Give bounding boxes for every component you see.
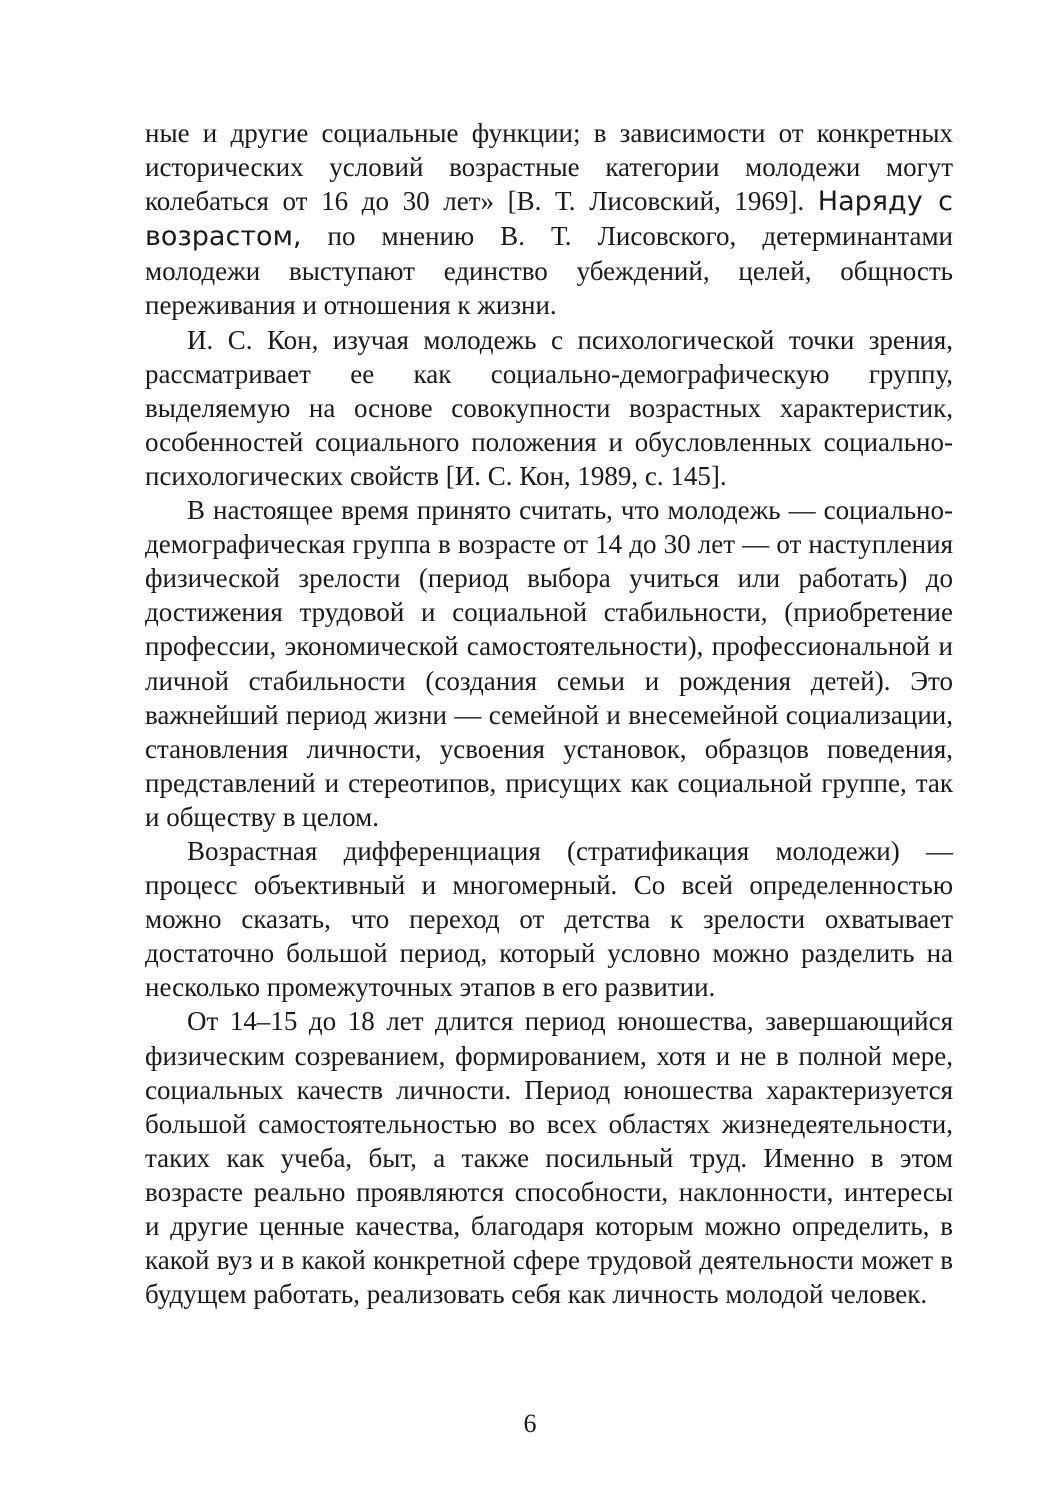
paragraph: И. С. Кон, изучая молодежь с психологической точки зрения, рассматривает ее как социально-демографическую группу, выделяемую на основе совокупности возрастных характеристик, особенностей социального положения и обусловленных социально-психологических свойств [И. С. Кон, 1989, с. 145]. [145, 324, 953, 491]
body-text [145, 116, 953, 1311]
paragraph-text-highlight: Наряду с возрастом, [145, 186, 953, 253]
paragraph: От 14–15 до 18 лет длится период юношества, завершающийся физическим созреванием, формированием, хотя и не в полной мере, социальных качеств личности. Период юношества характеризуется большой самостоятельностью во всех областях жизнедеятельности, таких как учеба, быт, а также посильный труд. Именно в этом возрасте реально проявляются способности, наклонности, интересы и другие ценные качества, благодаря которым можно определить, в какой вуз и в какой конкретной сфере трудовой деятельности может в будущем работать, реализовать себя как личность молодой человек. [145, 1006, 953, 1310]
paragraph: Возрастная дифференциация (стратификация молодежи) — процесс объективный и многомерный. Со всей определенностью можно сказать, что переход от детства к зрелости охватывает достаточно большой период, который условно можно разделить на несколько промежуточных этапов в его развитии. [145, 835, 953, 1003]
paragraph-text-part: ные и другие социальные функции; в зависимости от конкретных исторических условий возрастные категории молодежи могут колебаться от 16 до 30 лет» [В. Т. Лисовский, 1969]. [145, 118, 953, 217]
page-number: 6 [523, 1409, 537, 1438]
paragraph-text-part: по мнению В. Т. Лисовского, детерминантами молодежи выступают единство убеждений, целей, общность переживания и отношения к жизни. [145, 221, 953, 321]
paragraph-continuation [145, 116, 953, 323]
paragraph: В настоящее время принято считать, что молодежь — социально-демографическая группа в возрасте от 14 до 30 лет — от наступления физической зрелости (период выбора учиться или работать) до достижения трудовой и социальной стабильности, (приобретение профессии, экономической самостоятельности), профессиональной и личной стабильности (создания семьи и рождения детей). Это важнейший период жизни — семейной и внесемейной социализации, становления личности, усвоения установок, образцов поведения, представлений и стереотипов, присущих как социальной группе, так и обществу в целом. [145, 495, 953, 832]
